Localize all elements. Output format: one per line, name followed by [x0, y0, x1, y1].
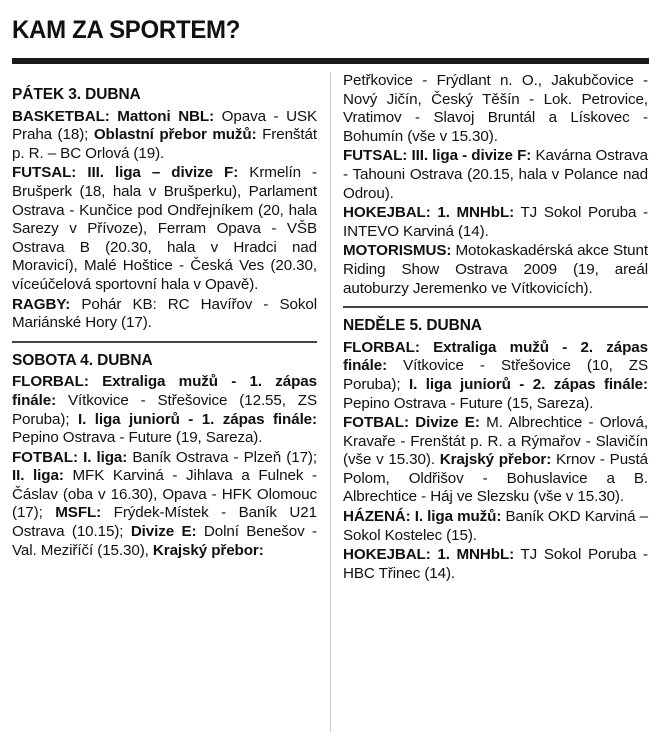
listing-text: Kavárna Ostrava - Tahouni Ostrava (20.15, hala v Polance nad Odrou). — [343, 147, 649, 202]
listing-category: Krajský přebor: — [439, 451, 552, 469]
listing-entry — [343, 147, 648, 203]
listing-category: MOTORISMUS: — [343, 242, 452, 260]
listing-text: Frenštát p. R. – BC Orlová (19). — [12, 126, 318, 162]
listing-category: BASKETBAL: Mattoni NBL: — [12, 107, 215, 125]
day-heading: SOBOTA 4. DUBNA — [12, 341, 317, 371]
page-title: KAM ZA SPORTEM? — [12, 16, 241, 44]
listing-category: RAGBY: — [12, 295, 71, 313]
listing-category: FLORBAL: Extraliga mužů - 2. zápas finále: — [343, 338, 648, 375]
listing-text: Pepino Ostrava - Future (15, Sareza). — [343, 394, 594, 412]
listing-category: FUTSAL: III. liga – divize F: — [12, 164, 239, 182]
listing-category: FLORBAL: Extraliga mužů - 1. zápas finále: — [12, 373, 317, 409]
listing-entry — [12, 164, 317, 294]
listing-category: HOKEJBAL: 1. MNHbL: — [343, 546, 515, 564]
listing-entry — [12, 373, 317, 447]
listing-category: HOKEJBAL: 1. MNHbL: — [343, 204, 515, 222]
listing-text: Pohár KB: RC Havířov - Sokol Mariánské Hory (17). — [12, 295, 317, 332]
listing-text: MFK Karviná - Jihlava a Fulnek - Čáslav (oba v 16.30), Opava - HFK Olomouc (17); — [12, 467, 317, 522]
listing-entry — [12, 449, 317, 561]
listing-entry — [12, 108, 317, 164]
listing-text: Vítkovice - Střešovice (12.55, ZS Poruba); — [12, 391, 317, 428]
listing-entry — [343, 242, 648, 298]
listing-text: Petřkovice - Frýdlant n. O., Jakubčovice - Nový Jičín, Český Těšín - Lok. Petrovice, Vratimov - Slavoj Bruntál a Lískovec - Bohumín (vše v 15.30). — [343, 72, 648, 145]
listing-category: I. liga juniorů - 1. zápas finále: — [77, 410, 317, 428]
column-divider — [330, 72, 331, 732]
listing-text: Frýdek-Místek - Baník U21 Ostrava (10.15); — [12, 504, 317, 541]
left-column — [12, 72, 317, 561]
day-heading: PÁTEK 3. DUBNA — [12, 86, 141, 103]
listing-text: Motokaskadérská akce Stunt Riding Show Ostrava 2009 (19, areál autoburzy Jeremenko ve Vítkovicích). — [343, 242, 648, 297]
listing-entry — [343, 546, 648, 583]
listing-category: HÁZENÁ: I. liga mužů: — [343, 508, 502, 526]
listing-entry — [12, 296, 317, 333]
listing-category: FOTBAL: I. liga: — [12, 448, 128, 466]
listing-entry — [343, 508, 648, 545]
listing-category: Oblastní přebor mužů: — [93, 126, 257, 144]
day-heading: NEDĚLE 5. DUBNA — [343, 306, 648, 336]
listing-category: Divize E: — [130, 523, 197, 541]
listing-text: Krmelín - Brušperk (18, hala v Brušperku), Parlament Ostrava - Kunčice pod Ondřejníkem (20, hala Sarezy v Přívoze), Ferram Opava - VŠB Ostrava B (20.30, hala v Hradci nad Moravicí), Malé Hoštice - Česká Ves (20.30, víceúčelová sportovní hala v Opavě). — [12, 164, 317, 293]
listing-text: TJ Sokol Poruba - HBC Třinec (14). — [343, 546, 648, 582]
listing-category: Krajský přebor: — [152, 541, 264, 559]
listing-category: I. liga juniorů - 2. zápas finále: — [408, 375, 648, 393]
right-column — [343, 72, 648, 584]
listing-text: Pepino Ostrava - Future (19, Sareza). — [12, 429, 263, 447]
listing-text: Opava - USK Praha (18); — [12, 107, 318, 144]
listing-entry — [343, 414, 648, 507]
listing-text: Dolní Benešov - Val. Meziříčí (15.30), — [12, 523, 317, 559]
listing-category: II. liga: — [12, 467, 64, 485]
listing-entry — [343, 72, 648, 146]
listing-category: FOTBAL: Divize E: — [343, 414, 480, 432]
listing-text: Vítkovice - Střešovice (10, ZS Poruba); — [343, 357, 648, 393]
listing-entry — [343, 204, 648, 241]
listing-text: Baník OKD Karviná – Sokol Kostelec (15). — [343, 508, 648, 544]
headline-rule — [12, 58, 649, 64]
listing-text: TJ Sokol Poruba - INTEVO Karviná (14). — [343, 204, 648, 240]
listing-text: Baník Ostrava - Plzeň (17); — [127, 448, 317, 466]
listing-text: M. Albrechtice - Orlová, Kravaře - Frenštát p. R. a Rýmařov - Slavičín (vše v 15.30). — [343, 414, 648, 469]
listing-text: Krnov - Pustá Polom, Oldřišov - Bohuslavice a B. Albrechtice - Háj ve Slezsku (vše v 15.30). — [343, 451, 649, 506]
listing-category: FUTSAL: III. liga - divize F: — [343, 147, 532, 165]
listing-category: MSFL: — [55, 504, 102, 522]
listing-entry — [343, 339, 648, 413]
